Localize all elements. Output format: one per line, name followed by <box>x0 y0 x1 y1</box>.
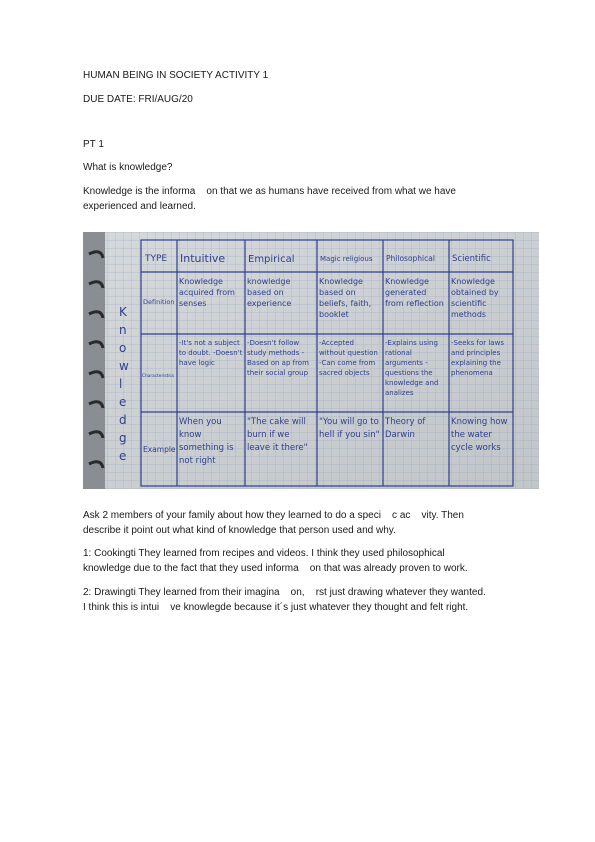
cell <box>319 276 381 332</box>
question-text: What is knowledge? <box>83 162 173 173</box>
row-label: Definition <box>143 298 175 306</box>
side-letter: e <box>119 449 127 463</box>
cell <box>385 416 447 484</box>
side-letter: K <box>119 305 127 319</box>
cell-text: "The cake will burn if we leave it there" <box>247 417 308 453</box>
cell <box>451 276 511 332</box>
cell-text: -Doesn't follow study methods -Based on ap from their social group <box>247 339 309 377</box>
side-letter: g <box>119 431 127 445</box>
header-philosophical: Philosophical <box>386 254 435 263</box>
row-characteristics <box>142 338 511 410</box>
cell <box>179 416 243 484</box>
header-intuitive: Intuitive <box>180 252 226 265</box>
answer-line: Knowledge is the informa on that we as humans have received from what we have <box>83 186 456 197</box>
header-type: TYPE <box>145 254 168 264</box>
photo-drawing <box>83 232 539 489</box>
side-letter: w <box>119 359 129 373</box>
cell-text: Knowledge based on beliefs, faith, booklet <box>319 277 372 319</box>
row-definition <box>143 276 511 332</box>
task-line: describe it point out what kind of knowledge that person used and why. <box>83 525 396 536</box>
cell <box>385 338 447 410</box>
cell <box>247 338 315 410</box>
cell-text: -It's not a subject to doubt. -Doesn't have logic <box>179 339 243 367</box>
side-letter: n <box>119 323 127 337</box>
header-scientific: Scientific <box>452 254 491 264</box>
answer-line: experienced and learned. <box>83 201 196 212</box>
document-title: HUMAN BEING IN SOCIETY ACTIVITY 1 <box>83 70 269 81</box>
side-letter: o <box>119 341 127 355</box>
cell <box>179 276 243 332</box>
cell-text: When you know something is not right <box>179 417 234 466</box>
task-line: Ask 2 members of your family about how they learned to do a speci c ac vity. Then <box>83 510 464 521</box>
row-label: Example <box>143 445 176 454</box>
row-example <box>143 416 511 484</box>
header-magic: Magic religious <box>320 255 373 263</box>
answer-item-1-line: knowledge due to the fact that they used informa on that was already proven to work. <box>83 563 468 574</box>
cell-text: Knowing how the water cycle works <box>451 417 508 453</box>
cell-text: -Explains using rational arguments -questions the knowledge and analizes <box>385 339 439 397</box>
answer-item-2-line: I think this is intui ve knowlegde because it´s just whatever they thought and felt right. <box>83 602 469 613</box>
cell-text: "You will go to hell if you sin" <box>319 417 380 440</box>
cell <box>247 416 315 484</box>
answer-item-1-line: 1: Cookingti They learned from recipes and videos. I think they used philosophical <box>83 548 445 559</box>
row-label: Characteristics <box>142 374 175 379</box>
cell-text: -Accepted without question -Can come from sacred objects <box>319 339 378 377</box>
binder-edge <box>83 232 105 489</box>
side-letter: e <box>119 395 127 409</box>
cell <box>247 276 315 332</box>
answer-item-2-line: 2: Drawingti They learned from their imagina on, rst just drawing whatever they wanted. <box>83 587 486 598</box>
cell-text: knowledge based on experience <box>247 277 292 308</box>
cell-text: Theory of Darwin <box>385 417 426 440</box>
cell-text: -Seeks for laws and principles explaining the phenomena <box>451 339 504 377</box>
cell <box>179 338 243 410</box>
cell-text: Knowledge obtained by scientific methods <box>451 277 499 319</box>
handwritten-table-photo <box>83 232 539 489</box>
cell <box>385 276 447 332</box>
side-letter: d <box>119 413 127 427</box>
cell-text: Knowledge generated from reflection <box>385 277 444 308</box>
part-heading: PT 1 <box>83 139 104 150</box>
due-date: DUE DATE: FRI/AUG/20 <box>83 94 193 105</box>
side-letter: l <box>119 377 123 391</box>
header-empirical: Empirical <box>248 254 295 265</box>
cell <box>451 338 511 410</box>
cell <box>319 338 381 410</box>
cell <box>319 416 381 484</box>
cell-text: Knowledge acquired from senses <box>179 277 235 308</box>
cell <box>451 416 511 484</box>
